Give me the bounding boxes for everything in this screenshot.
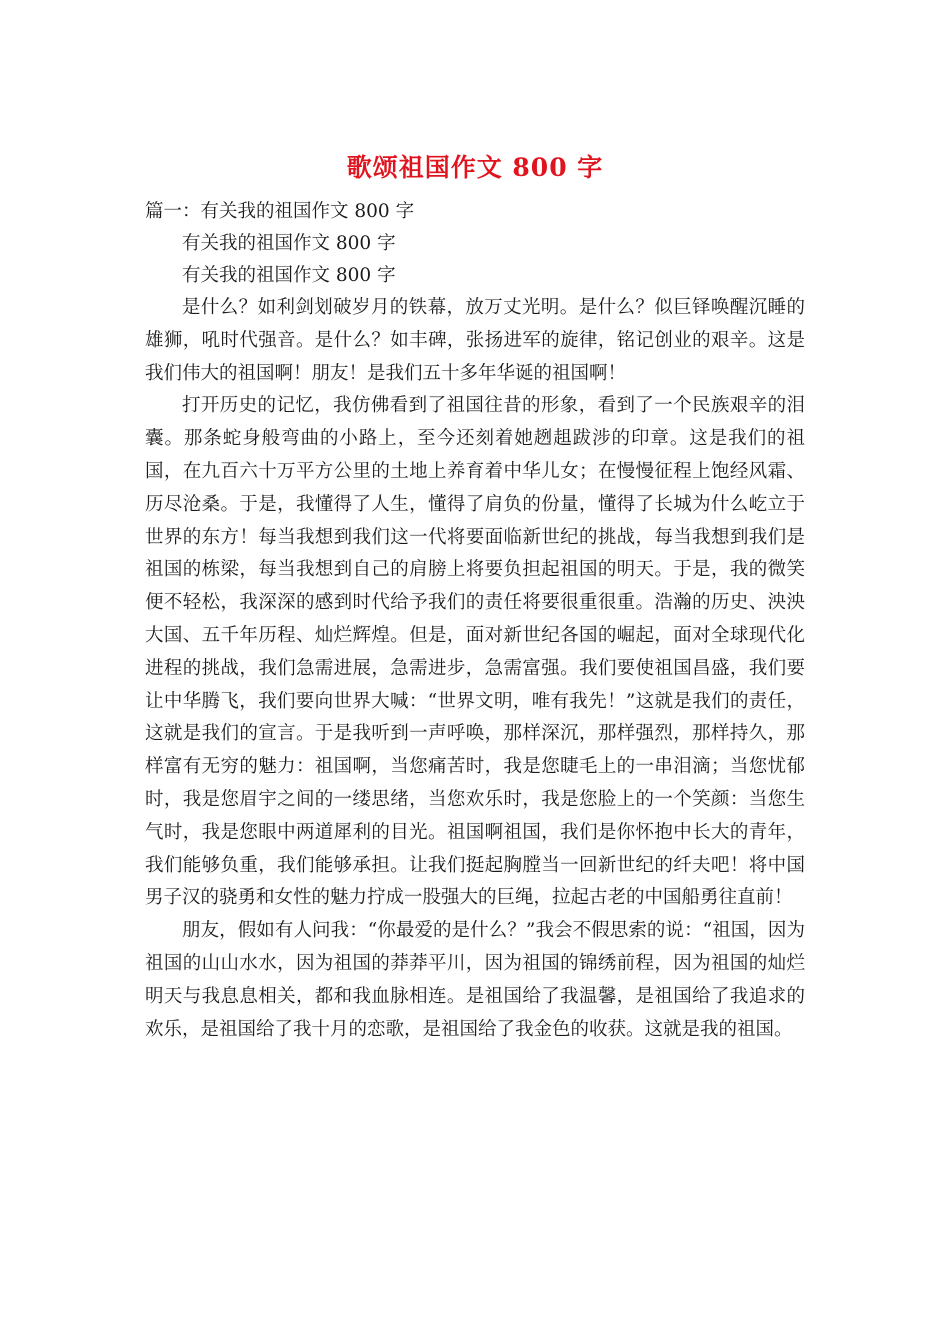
document-body (145, 196, 805, 1046)
document-title: 歌颂祖国作文 800 字 (346, 153, 604, 182)
paragraph: 朋友，假如有人问我：“你最爱的是什么？”我会不假思索的说：“祖国，因为祖国的山山水水，因为祖国的莽莽平川，因为祖国的锦绣前程，因为祖国的灿烂明天与我息息相关，都和我血脉相连。是祖国给了我温馨，是祖国给了我追求的欢乐，是祖国给了我十月的恋歌，是祖国给了我金色的收获。这就是我的祖国。 (145, 920, 805, 1040)
section-heading: 篇一：有关我的祖国作文 800 字 (145, 201, 415, 222)
subtitle-line: 有关我的祖国作文 800 字 (182, 233, 396, 254)
subtitle-line: 有关我的祖国作文 800 字 (182, 265, 396, 286)
paragraph: 打开历史的记忆，我仿佛看到了祖国往昔的形象，看到了一个民族艰辛的泪囊。那条蛇身般弯曲的小路上，至今还刻着她趔趄跋涉的印章。这是我们的祖国，在九百六十万平方公里的土地上养育着中华儿女；在慢慢征程上饱经风霜、历尽沧桑。于是，我懂得了人生，懂得了肩负的份量，懂得了长城为什么屹立于世界的东方！每当我想到我们这一代将要面临新世纪的挑战，每当我想到我们是祖国的栋梁，每当我想到自己的肩膀上将要负担起祖国的明天。于是，我的微笑便不轻松，我深深的感到时代给予我们的责任将要很重很重。浩瀚的历史、泱泱大国、五千年历程、灿烂辉煌。但是，面对新世纪各国的崛起，面对全球现代化进程的挑战，我们急需进展，急需进步，急需富强。我们要使祖国昌盛，我们要让中华腾飞，我们要向世界大喊：“世界文明，唯有我先！”这就是我们的责任，这就是我们的宣言。于是我听到一声呼唤，那样深沉，那样强烈，那样持久，那样富有无穷的魅力：祖国啊，当您痛苦时，我是您睫毛上的一串泪滴；当您忧郁时，我是您眉宇之间的一缕思绪，当您欢乐时，我是您脸上的一个笑颜：当您生气时，我是您眼中两道犀利的目光。祖国啊祖国，我们是你怀抱中长大的青年，我们能够负重，我们能够承担。让我们挺起胸膛当一回新世纪的纤夫吧！将中国男子汉的骁勇和女性的魅力拧成一股强大的巨绳，拉起古老的中国船勇往直前！ (145, 395, 805, 909)
paragraph: 是什么？如利剑划破岁月的铁幕，放万丈光明。是什么？似巨铎唤醒沉睡的雄狮，吼时代强音。是什么？如丰碑，张扬进军的旋律，铭记创业的艰辛。这是我们伟大的祖国啊！朋友！是我们五十多年华诞的祖国啊！ (145, 297, 805, 384)
